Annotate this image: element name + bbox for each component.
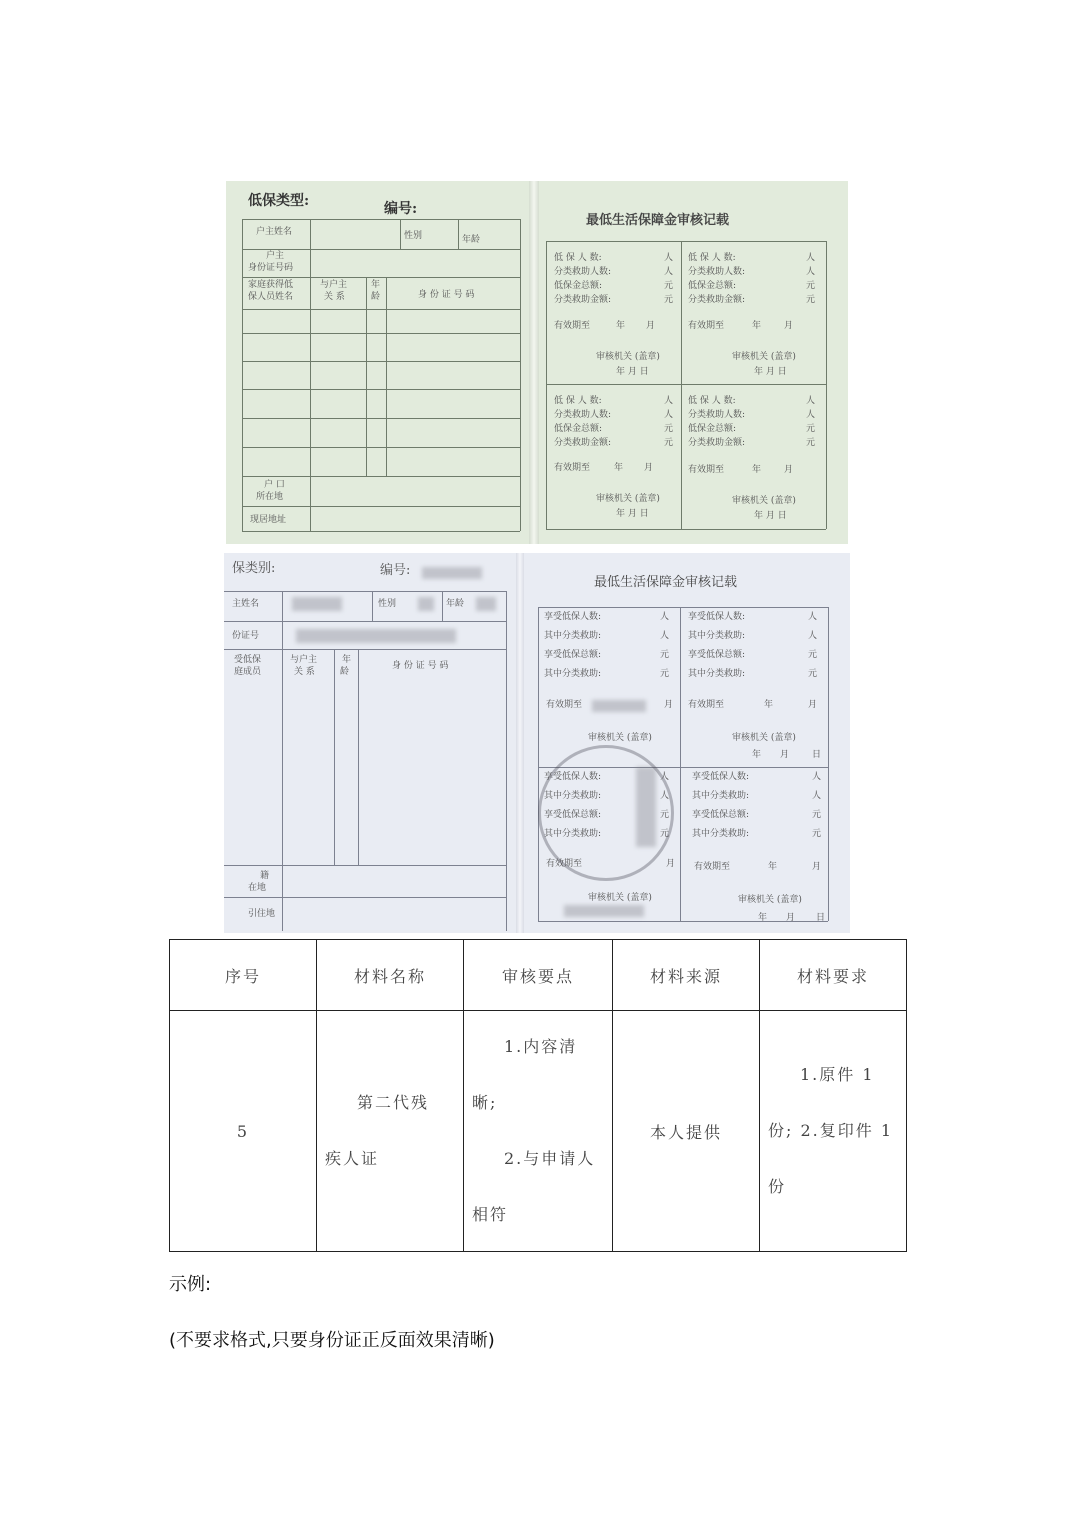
cell-requirements: 1.原件 1 份; 2.复印件 1 份 [760,1011,907,1252]
example-label: 示例: [169,1274,212,1295]
number-label: 编号: [384,201,418,217]
cell-review-points: 1.内容清 晰; 2.与申请人 相符 [464,1011,613,1252]
cell-no: 5 [170,1011,317,1252]
material-requirements-table [169,939,907,1252]
number-label: 编号: [380,563,411,578]
header-requirements: 材料要求 [760,940,907,1011]
booklet-photo-2: 保类别: 编号: 主姓名 性别 年龄 份证号 受低保 庭成员 与户主 关 系 年 龄 身 份 证 号 码 籍 在地 引住地 最低生活保障金审核记载 享受低保人数: 其中分类救助: 享受低保总额: 其中分类救助: 人 人 元 元 有效期至 月 审核机关 (盖章) 享受低保人数: 其中分类救助: 享受低保总额: 其中分类救助: 人 人 元 元 有效期至 年 月 审核机关 (盖章) 年 月 日 享受低保人数: 其中分类救助: 享受低保总额: 其中分类救助: 人 人 元 元 有效期至 月 审核机关 (盖章) 享受低保人数: 其中分类救助: 享受低保总额: 其中分类救助: 人 人 元 元 有效期至 年 月 审核机关 (盖章) 年 月 日 [224,553,850,933]
record-title: 最低生活保障金审核记载 [594,575,738,590]
table-header-row [170,940,907,1011]
header-points: 审核要点 [464,940,613,1011]
cell-material-name: 第二代残 疾人证 [317,1011,464,1252]
type-label: 保类别: [232,561,276,576]
header-name: 材料名称 [317,940,464,1011]
table-row [170,1011,907,1252]
cell-source: 本人提供 [613,1011,760,1252]
page-fold [529,181,539,544]
header-no: 序号 [170,940,317,1011]
type-label: 低保类型: [248,193,310,209]
booklet-photo-1: 低保类型: 编号: 户主姓名 性别 年龄 户主 身份证号码 家庭获得低 保人员姓名 与户主 关 系 年 龄 身 份 证 号 码 户 口 所在地 现居地址 最低生活保障金审核记载 低 保 人 数: 分类救助人数: 低保金总额: 分类救助金额: 人 人 元 元 有效期至 年 月 审核机关 (盖章) 年 月 日 低 保 人 数: 分类救助人数: 低保金总额: 分类救助金额: 人 人 元 元 有效期至 年 月 审核机关 (盖章) 年 月 日 低 保 人 数: 分类救助人数: 低保金总额: 分类救助金额: 人 人 元 元 有效期至 年 月 审核机关 (盖章) 年 月 日 低 保 人 数: 分类救助人数: 低保金总额: 分类救助金额: 人 人 元 元 有效期至 年 月 审核机关 (盖章) 年 月 日 [226,181,848,544]
record-title: 最低生活保障金审核记载 [586,213,730,228]
example-note: (不要求格式,只要身份证正反面效果清晰) [169,1330,495,1351]
header-source: 材料来源 [613,940,760,1011]
page-fold [516,553,524,933]
